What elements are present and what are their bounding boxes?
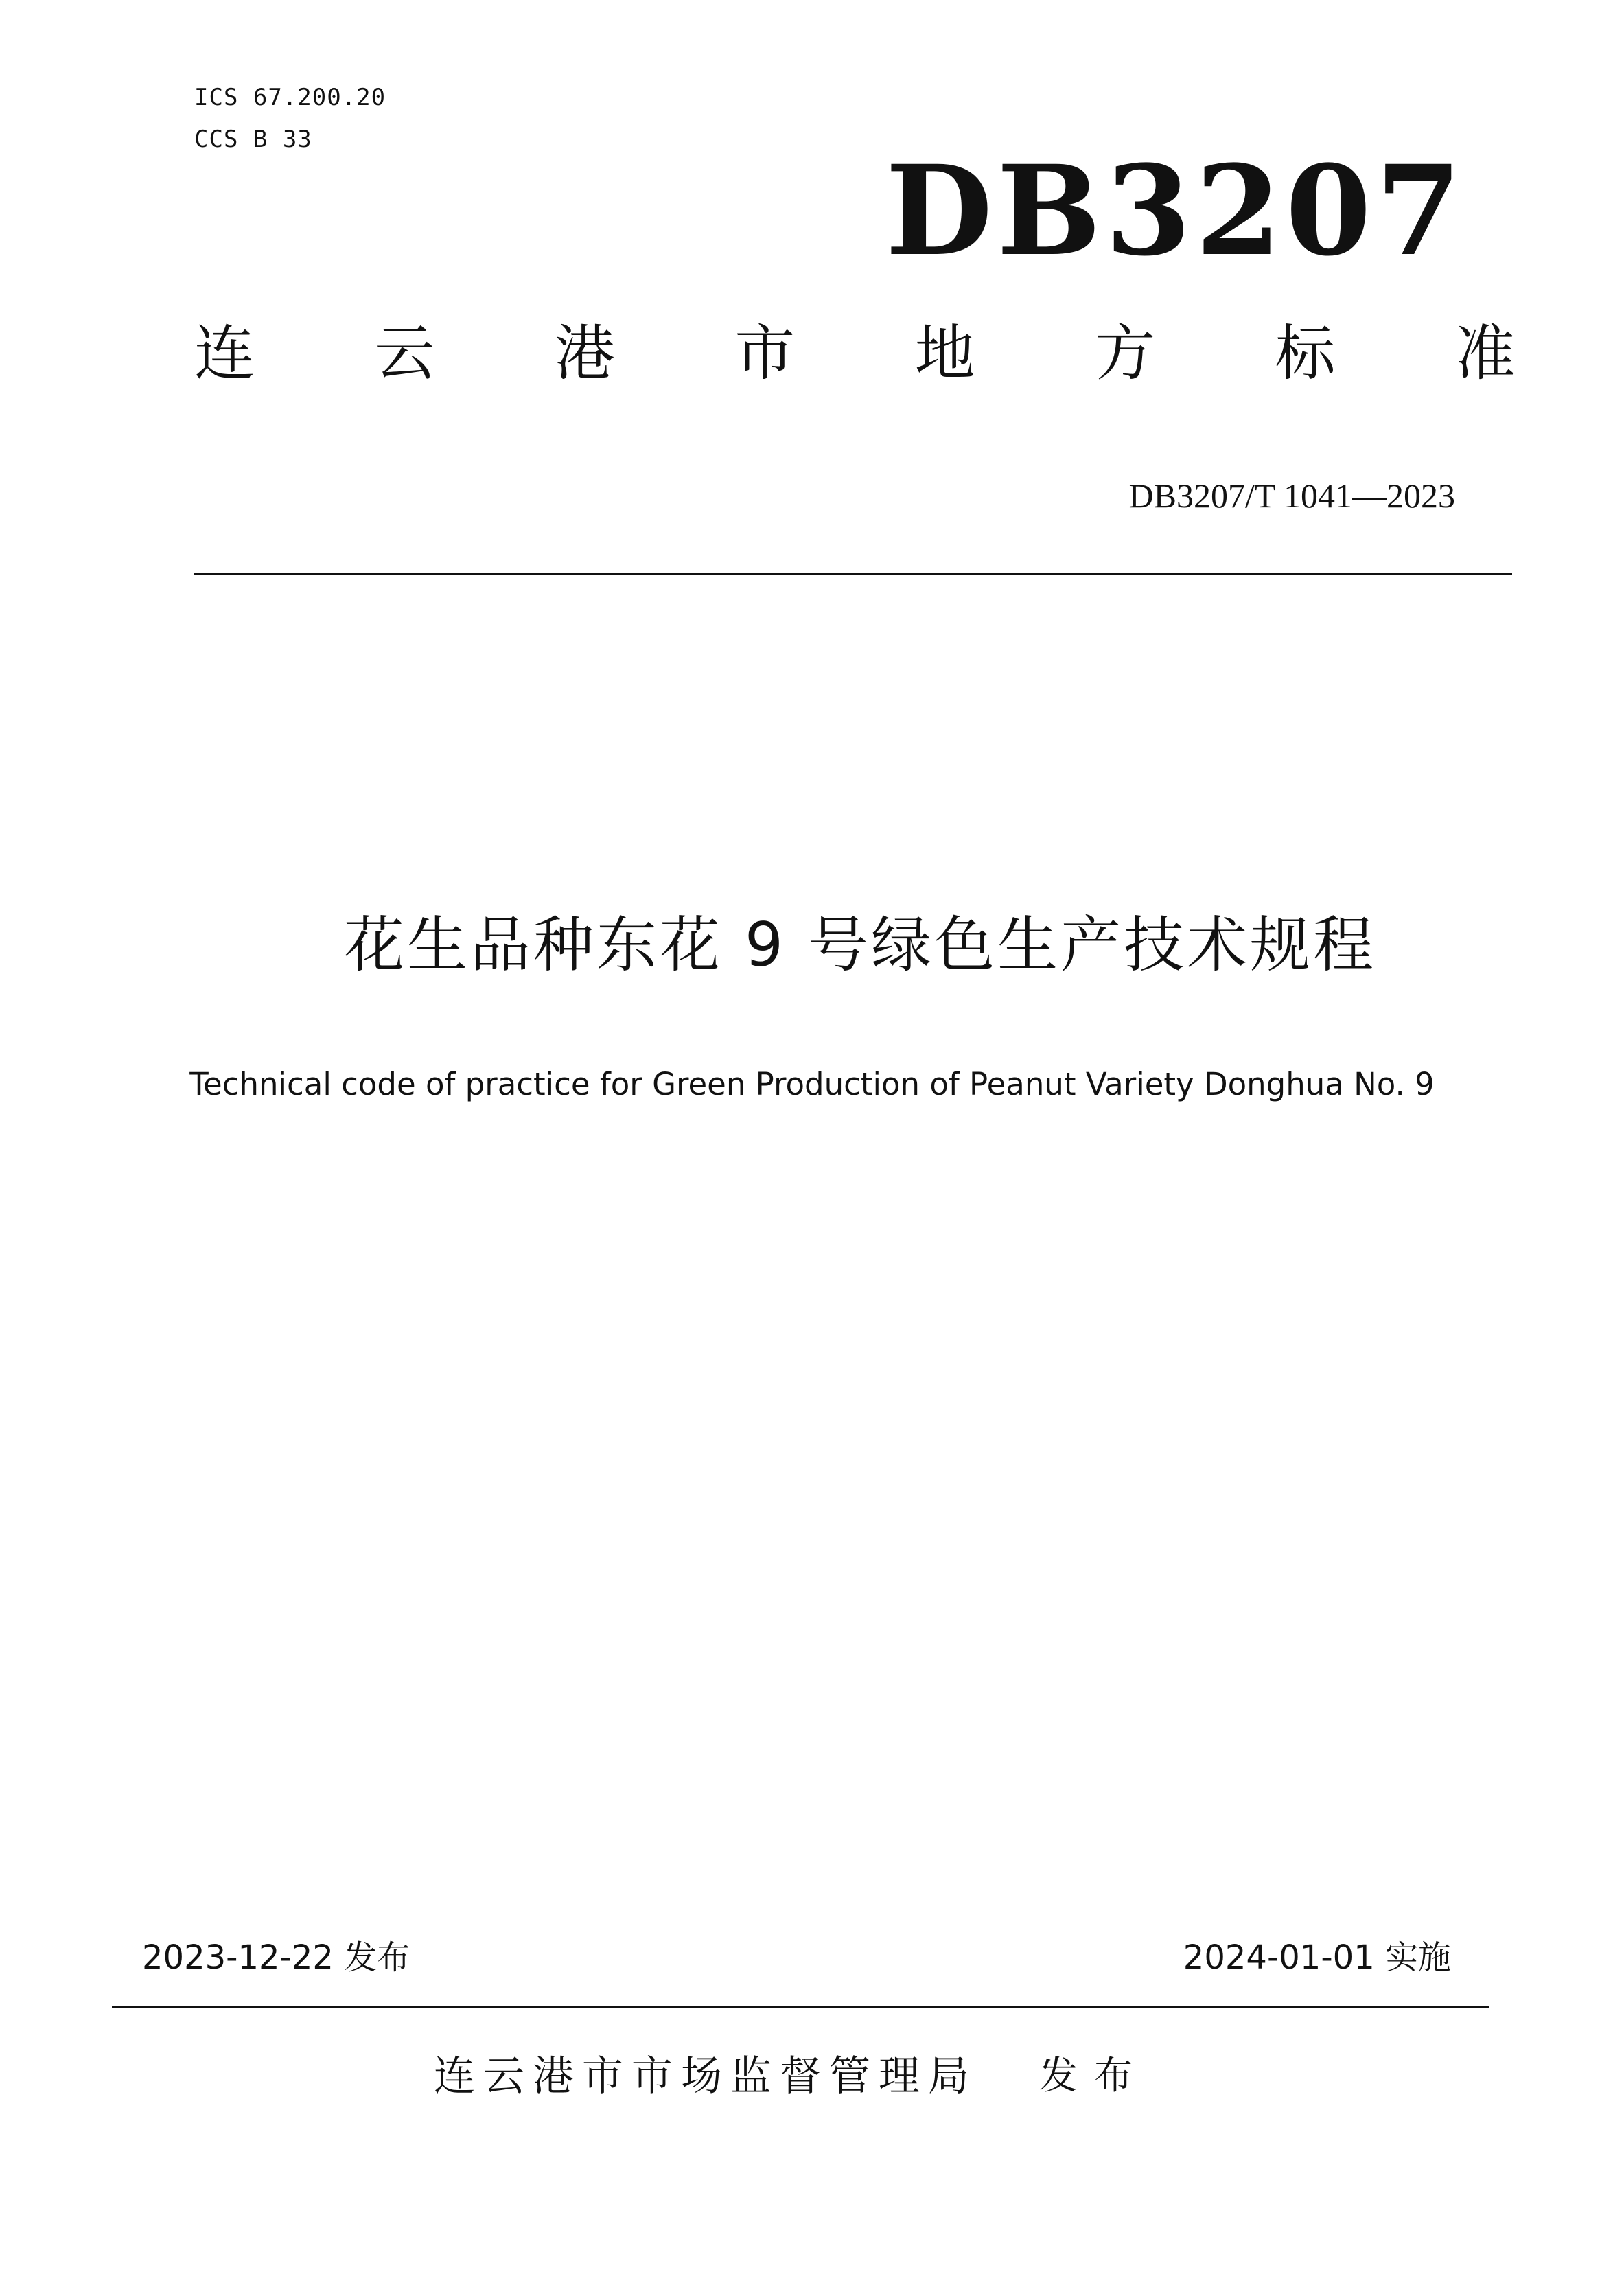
document-title-chinese: 花生品种东花 9 号绿色生产技术规程 <box>344 909 1376 980</box>
issue-action: 发布 <box>1039 2054 1149 2098</box>
issuing-authority: 连云港市市场监督管理局 <box>434 2052 977 2100</box>
standard-number: DB3207/T 1041—2023 <box>1128 476 1455 515</box>
standard-type-char: 标 <box>1275 318 1336 389</box>
ics-code: ICS 67.200.20 <box>194 84 386 111</box>
document-title-english: Technical code of practice for Green Production of Peanut Variety Donghua No. 9 <box>189 1066 1435 1102</box>
issuer-line <box>0 2049 1624 2104</box>
implementation-date: 2024-01-01 实施 <box>1183 1938 1451 1977</box>
standard-type-char: 地 <box>914 318 975 389</box>
standard-type-char: 准 <box>1454 318 1516 389</box>
standard-type-char: 方 <box>1095 318 1156 389</box>
standard-type-char: 云 <box>374 318 435 389</box>
top-divider <box>194 573 1512 575</box>
standard-type-char: 连 <box>194 318 255 389</box>
standard-type-heading <box>194 316 1516 391</box>
ccs-code: CCS B 33 <box>194 126 312 153</box>
bottom-divider <box>112 2006 1489 2008</box>
standard-type-char: 市 <box>734 318 796 389</box>
issue-date: 2023-12-22 发布 <box>142 1938 410 1977</box>
standard-type-char: 港 <box>554 318 615 389</box>
standard-code: DB3207 <box>885 139 1466 283</box>
